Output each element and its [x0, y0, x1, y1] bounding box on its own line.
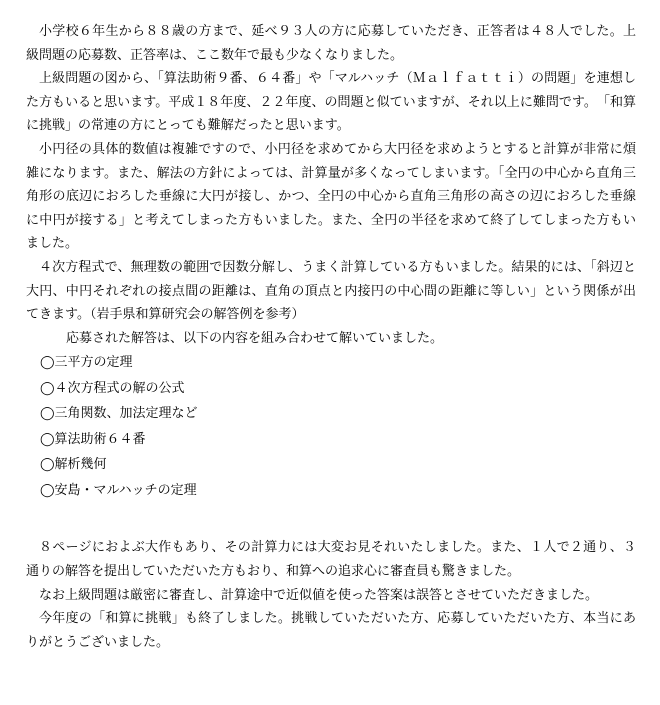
methods-list: [26, 350, 636, 503]
paragraph-closing-thanks: 今年度の「和算に挑戦」も終了しました。挑戦していただいた方、応募していただいた方、本当にありがとうございました。: [26, 611, 636, 650]
paragraph-strict-review: なお上級問題は厳密に審査し、計算途中で近似値を使った答案は誤答とさせていただきました。: [39, 587, 599, 603]
paragraph-participation: 小学校６年生から８８歳の方まで、延べ９３人の方に応募していただき、正答者は４８人でした。上級問題の応募数、正答率は、ここ数年で最も少なくなりました。: [26, 24, 636, 63]
paragraph-problem-association: 上級問題の図から、「算法助術９番、６４番」や「マルハッチ（Ｍａｌｆａｔｔｉ）の問題」を連想した方もいると思います。平成１８年度、２２年度、の問題と似ていますが、それ以上に難問です。 「和算に挑戦」の常連の方にとっても難解だったと思います。: [26, 71, 636, 134]
list-item: ◯４次方程式の解の公式: [40, 380, 185, 396]
section-spacer: [26, 503, 636, 536]
paragraph-eight-pages: ８ページにおよぶ大作もあり、その計算力には大変お見それいたしました。また、１人で２通り、３通りの解答を提出していただいた方もおり、和算への追求心に審査員も驚きました。: [26, 540, 636, 579]
list-item: ◯解析幾何: [40, 457, 107, 473]
paragraph-methods-intro: 応募された解答は、以下の内容を組み合わせて解いていました。: [66, 330, 444, 346]
list-item: ◯三平方の定理: [40, 355, 133, 371]
paragraph-calculation-difficulty: 小円径の具体的数値は複雑ですので、小円径を求めてから大円径を求めようとすると計算が非常に煩雑になります。また、解法の方針によっては、計算量が多くなってしまいます。「全円の中心から直角三角形の底辺におろした垂線に大円が接し、かつ、全円の中心から直角三角形の高さの辺におろした垂線に中円が接する」と考えてしまった方もいました。また、全円の半径を求めて終了してしまった方もいました。: [26, 141, 636, 252]
paragraph-quartic-equation: ４次方程式で、無理数の範囲で因数分解し、うまく計算している方もいました。結果的には、「斜辺と大円、中円それぞれの接点間の距離は、直角の頂点と内接円の中心間の距離に等しい」という関係が出てきます。（岩手県和算研究会の解答例を参考）: [26, 259, 636, 323]
document-body: [26, 20, 636, 654]
list-item: ◯算法助術６４番: [40, 431, 146, 447]
list-item: ◯三角関数、加法定理など: [40, 406, 198, 422]
list-item: ◯安島・マルハッチの定理: [40, 482, 197, 498]
